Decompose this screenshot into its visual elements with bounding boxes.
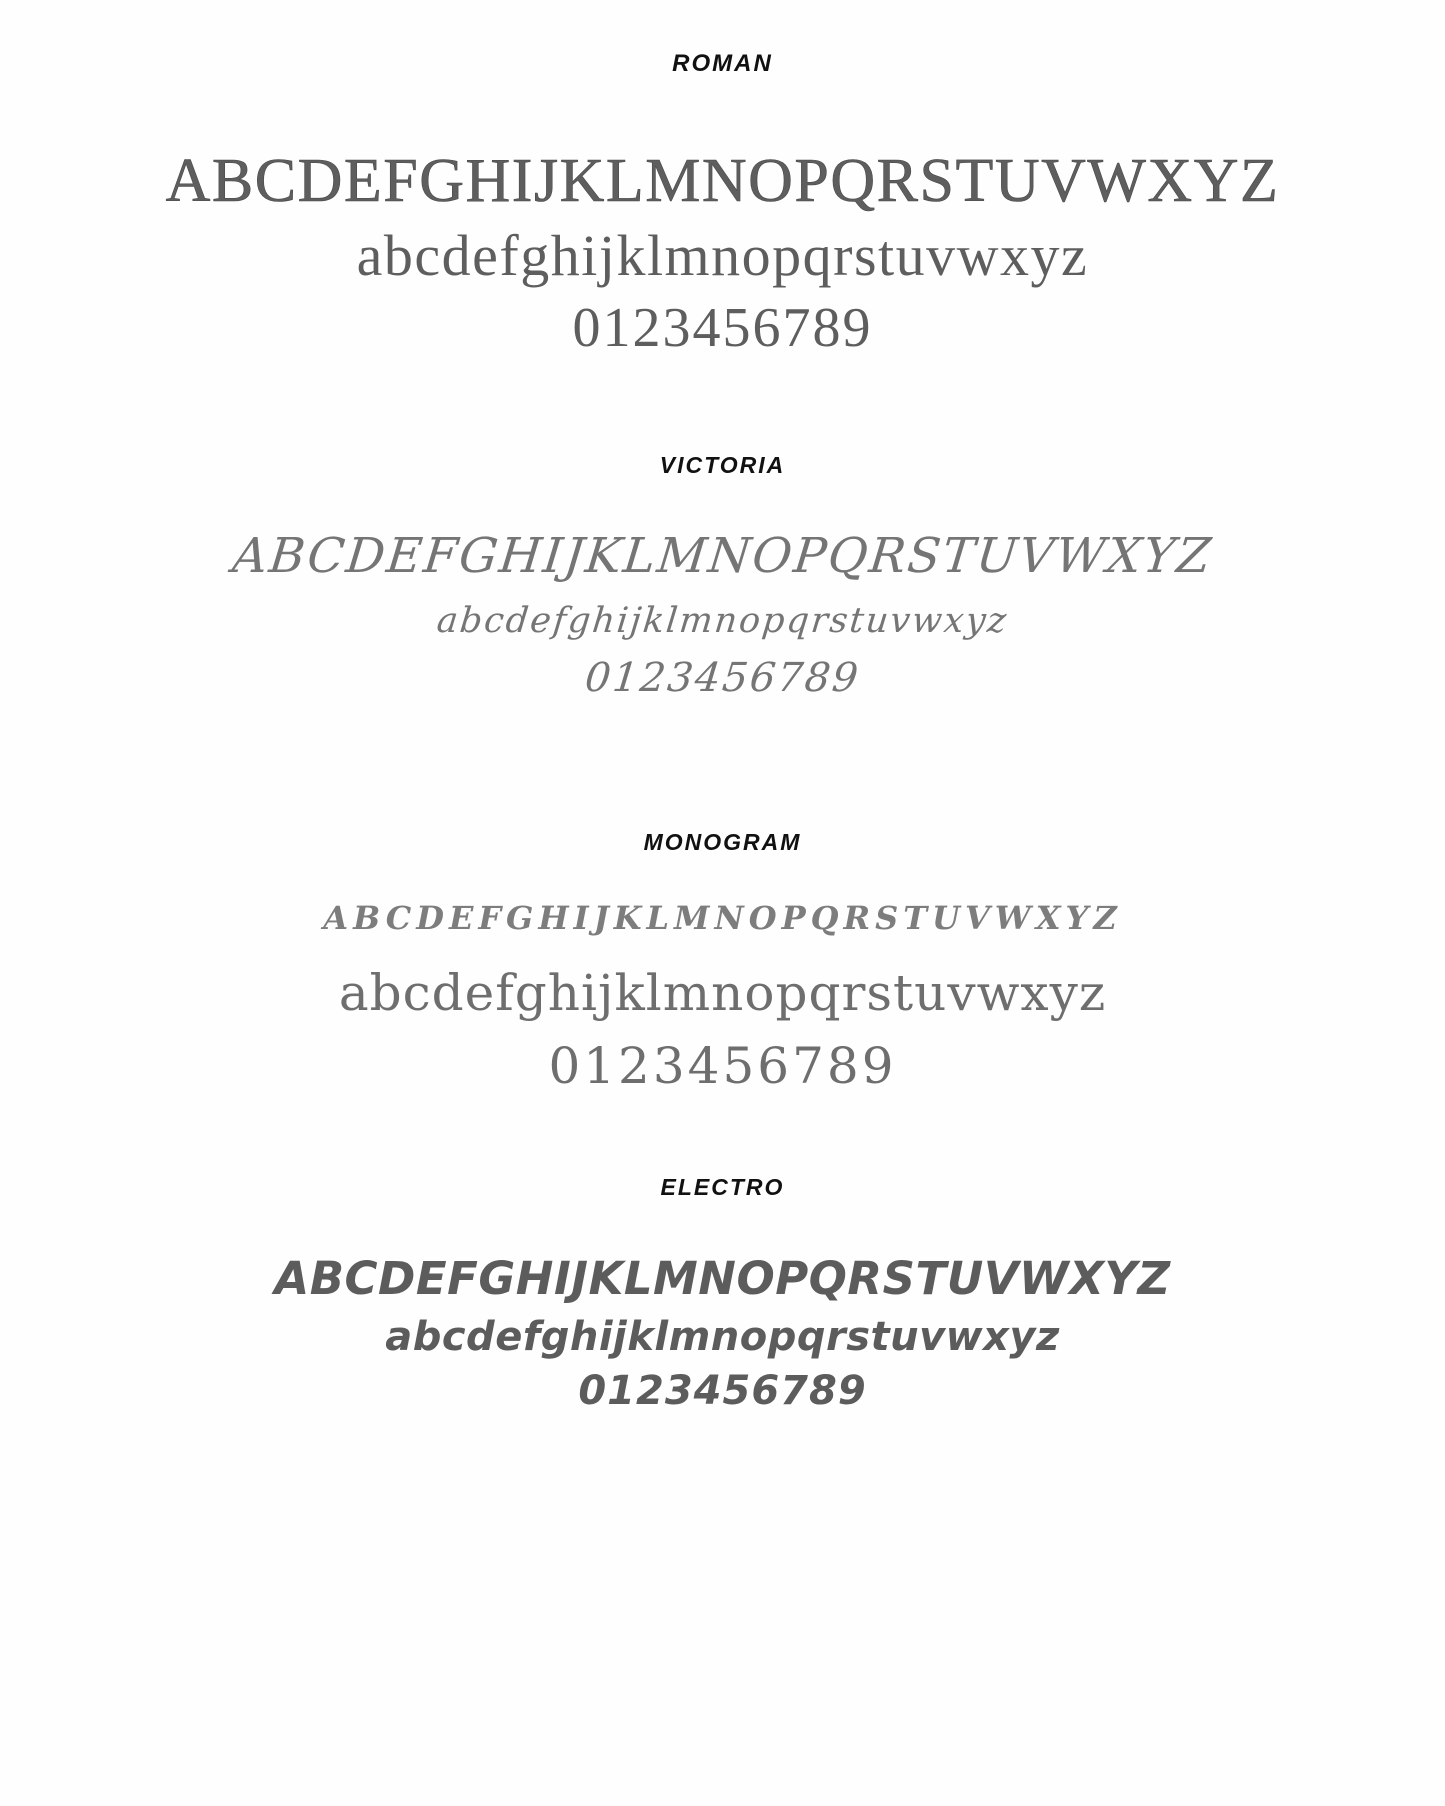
alphabet-uppercase-roman: ABCDEFGHIJKLMNOPQRSTUVWXYZ	[165, 147, 1280, 215]
alphabet-uppercase-victoria: ABCDEFGHIJKLMNOPQRSTUVWXYZ	[229, 528, 1216, 585]
specimen-sample-victoria	[60, 529, 1385, 700]
digits-victoria: 0123456789	[582, 654, 863, 701]
specimen-roman	[60, 50, 1385, 360]
specimen-title-roman: ROMAN	[672, 50, 773, 77]
alphabet-lowercase-roman: abcdefghijklmnopqrstuvwxyz	[356, 223, 1089, 289]
specimen-title-monogram: MONOGRAM	[643, 828, 802, 855]
alphabet-uppercase-electro: ABCDEFGHIJKLMNOPQRSTUVWXYZ	[274, 1251, 1171, 1305]
digits-electro: 0123456789	[578, 1368, 867, 1415]
specimen-victoria	[60, 452, 1385, 700]
alphabet-lowercase-monogram: abcdefghijklmnopqrstuvwxyz	[338, 963, 1107, 1022]
specimen-sample-electro	[60, 1253, 1385, 1415]
digits-roman: 0123456789	[572, 296, 873, 359]
digits-monogram: 0123456789	[548, 1037, 897, 1096]
alphabet-lowercase-electro: abcdefghijklmnopqrstuvwxyz	[385, 1314, 1060, 1361]
specimen-sample-roman	[60, 146, 1385, 360]
alphabet-lowercase-victoria: abcdefghijklmnopqrstuvwxyz	[434, 600, 1011, 641]
specimen-title-victoria: VICTORIA	[659, 452, 786, 479]
specimen-sample-monogram	[60, 900, 1385, 1096]
specimen-electro	[60, 1174, 1385, 1415]
alphabet-uppercase-monogram: ABCDEFGHIJKLMNOPQRSTUVWXYZ	[323, 898, 1122, 937]
specimen-title-electro: ELECTRO	[660, 1173, 785, 1200]
specimen-monogram	[60, 829, 1385, 1096]
